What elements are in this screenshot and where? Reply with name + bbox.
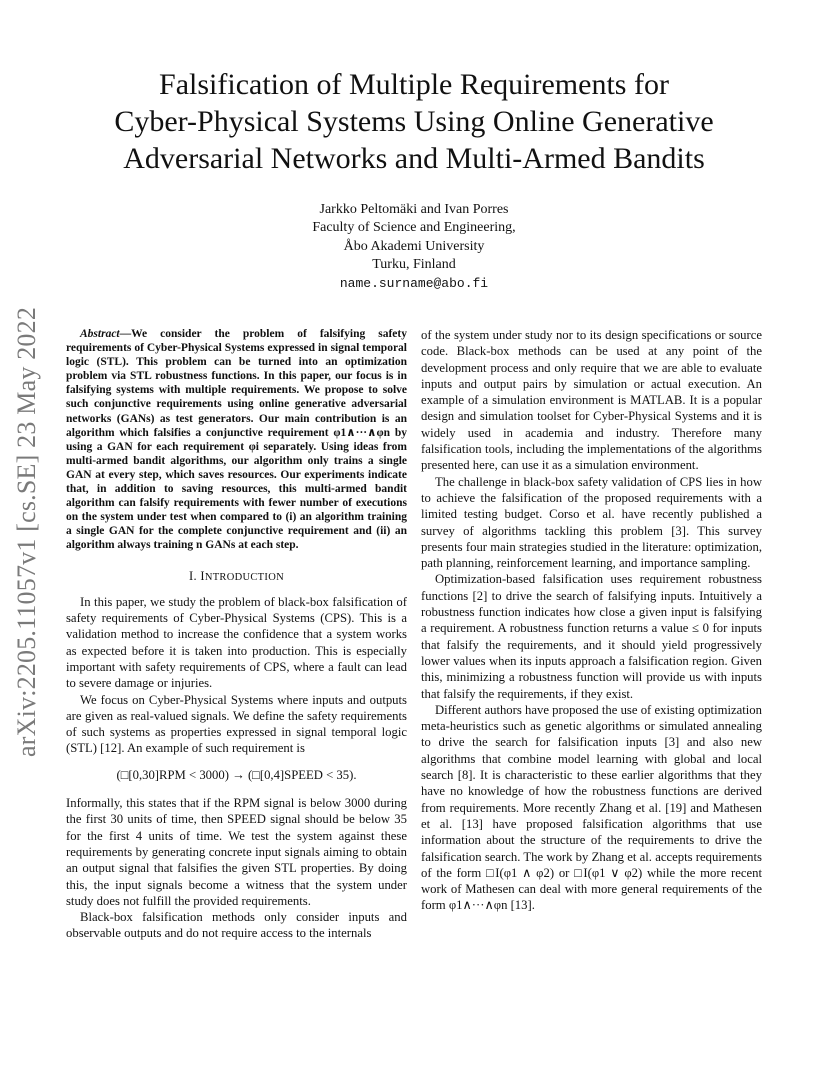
author-names: Jarkko Peltomäki and Ivan Porres [319,202,509,217]
arxiv-identifier: arXiv:2205.11057v1 [cs.SE] 23 May 2022 [12,306,41,757]
author-faculty: Faculty of Science and Engineering, [312,220,516,236]
abstract [66,327,407,553]
left-column [66,327,407,942]
paragraph: of the system under study nor to its design specifications or source code. Black-box methods can be used at any point of the development process and only require that we are able to evaluate inputs and output pairs by simulation or actual execution. An example of a simulation environment is MATLAB. It is a popular design and simulation toolset for Cyber-Physical Systems and it is widely used in academia and industry. Therefore many falsification tools, including the implementations of the algorithms presented here, can use it as a simulation environment. [421,328,762,473]
section-number: I. [189,568,197,583]
paragraph: In this paper, we study the problem of black-box falsification of safety requirements of Cyber-Physical Systems (CPS). This is a validation method to increase the confidence that a system works as expected before it is taken into production. This is especially important with safety requirements of CPS, where a fault can lead to severe damage or injuries. [66,594,407,691]
section-title-rest: NTRODUCTION [204,571,284,583]
paragraph: Different authors have proposed the use of existing optimization meta-heuristics such as genetic algorithms or simulated annealing to drive the search for falsification inputs [3] and also new algorithms that combine model learning with global and local search [8]. It is characteristic to these earlier algorithms that they have no knowledge of how the robustness functions are derived from requirements. More recently Zhang et al. [19] and Mathesen et al. [13] have proposed falsification algorithms that use information about the structure of the requirements to drive the falsification search. The work by Zhang et al. accepts requirements of the form □I(φ1 ∧ φ2) or □I(φ1 ∨ φ2) while the more recent work of Mathesen can deal with more general requirements of the form φ1∧···∧φn [13]. [421,702,762,913]
paper-title [60,66,768,177]
section-initial: I [200,568,205,583]
title-line: Adversarial Networks and Multi-Armed Bandits [123,142,705,175]
title-line: Cyber-Physical Systems Using Online Generative [114,105,714,138]
paragraph: The challenge in black-box safety validation of CPS lies in how to achieve the falsification of the proposed requirements with a limited testing budget. Corso et al. have recently published a survey of algorithms tackling this problem [3]. This survey presents four main strategies studied in the literature: optimization, path planning, reinforcement learning, and importance sampling. [421,474,762,571]
right-column [421,327,762,914]
paragraph: Informally, this states that if the RPM signal is below 3000 during the first 30 units of time, then SPEED signal should be below 35 for the first 4 units of time. We test the system against these requirements by generating concrete input signals aiming to obtain an output signal that falsifies the given STL properties. By doing this, the input signals become a witness that the system under study does not fulfill the provided requirements. [66,796,407,908]
author-university: Åbo Akademi University [343,238,485,254]
paragraph: Optimization-based falsification uses requirement robustness functions [2] to drive the search of falsifying inputs. Intuitively a robustness function indicates how close a given input is falsifying a requirement. A robustness function returns a value ≤ 0 for inputs that falsify the requirements, and it should yield progressively lower values when its inputs approach a falsification region. Given this, minimizing a robustness function will provide us with inputs that falsify the requirements, if they exist. [421,572,762,701]
paragraph: Black-box falsification methods only consider inputs and observable outputs and do not require access to the internals [66,910,407,941]
author-email[interactable]: name.surname@abo.fi [339,275,489,291]
abstract-text: —We consider the problem of falsifying safety requirements of Cyber-Physical Systems expressed in signal temporal logic (STL). This problem can be turned into an optimization problem via STL robustness functions. In this paper, our focus is in falsifying systems with multiple requirements. We propose to solve such conjunctive requirements using online generative adversarial networks (GANs) as test generators. Our main contribution is an algorithm which falsifies a conjunctive requirement φ1∧···∧φn by using a GAN for each requirement φi separately. Using ideas from multi-armed bandit algorithms, our algorithm only trains a single GAN at every step, which saves resources. Our experiments indicate that, in addition to saving resources, this multi-armed bandit algorithm can falsify requirements with fewer number of executions on the system under test when compared to (i) an algorithm training a single GAN for the complete conjunctive requirement and (ii) an algorithm always training n GANs at each step. [66,328,407,552]
author-location: Turku, Finland [372,257,456,273]
author-block [214,201,614,293]
equation: (□[0,30]RPM < 3000) → (□[0,4]SPEED < 35). [116,767,357,782]
paragraph: We focus on Cyber-Physical Systems where inputs and outputs are given as real-valued signals. We define the safety requirements of such systems as properties expressed in signal temporal logic (STL) [12]. An example of such requirement is [66,692,407,756]
section-heading [66,568,407,586]
title-line: Falsification of Multiple Requirements for [159,68,669,101]
abstract-label: Abstract [80,328,120,340]
